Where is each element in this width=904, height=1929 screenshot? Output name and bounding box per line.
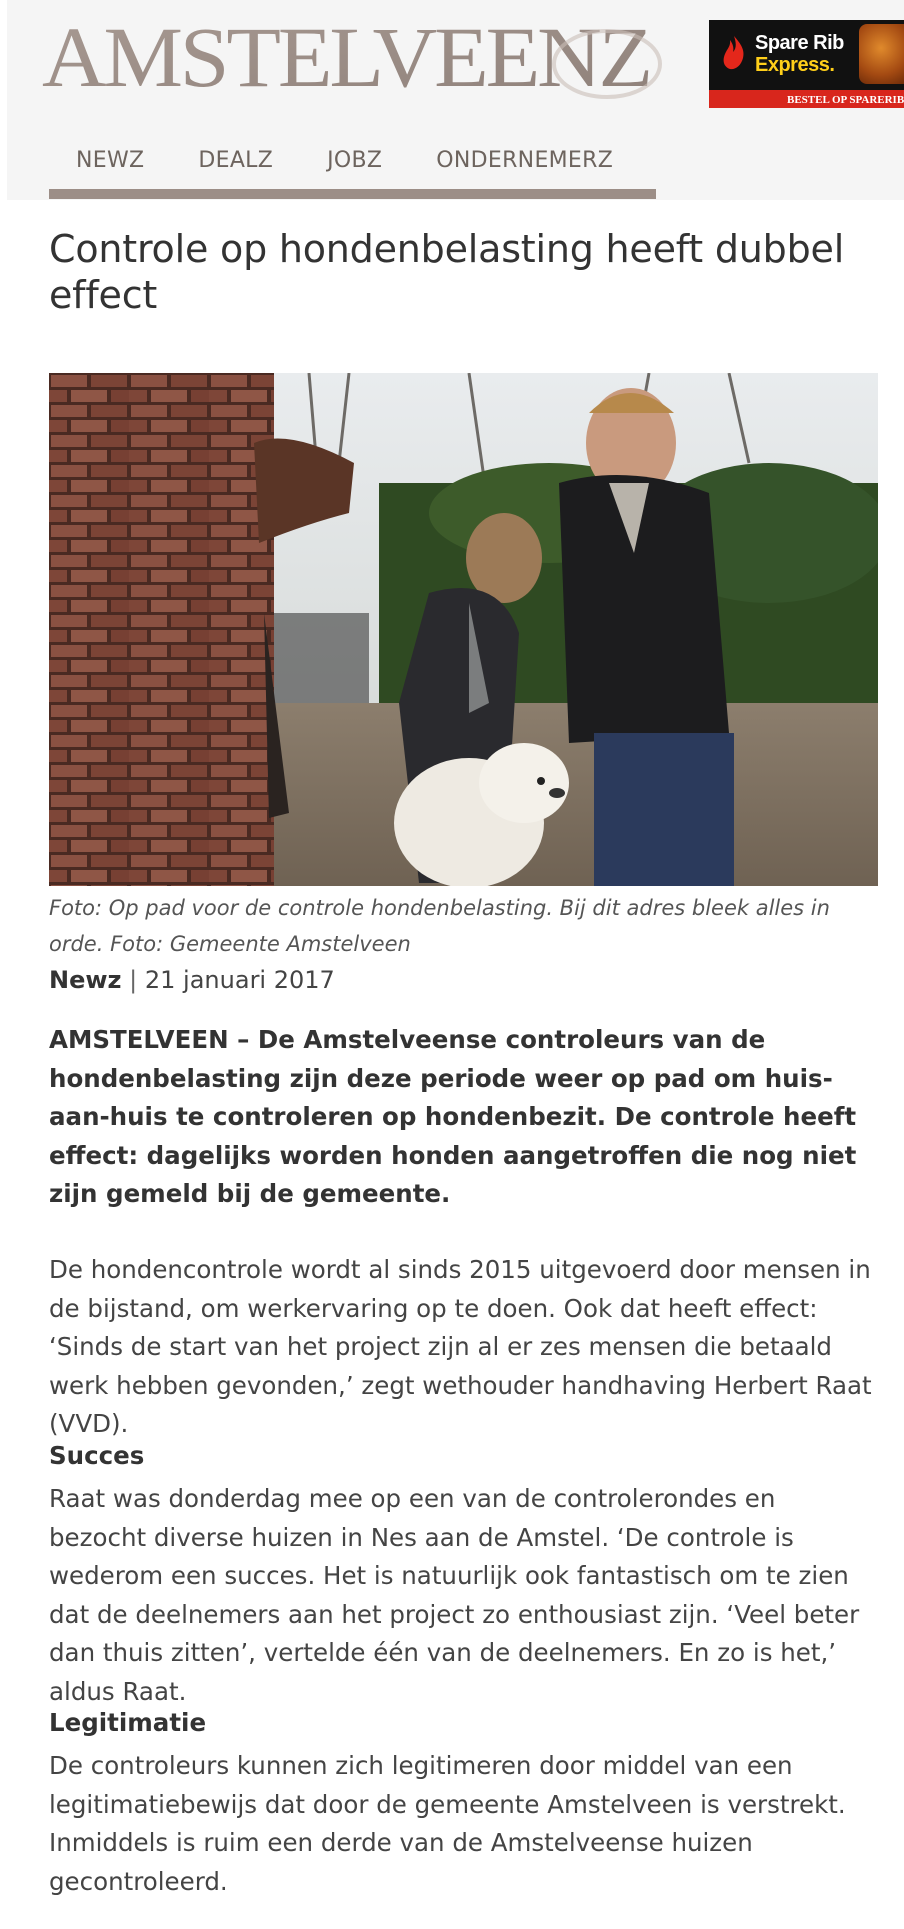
- ad-brand-line1: Spare Rib: [755, 32, 844, 54]
- article-meta: [49, 966, 335, 994]
- article-photo: [49, 373, 878, 886]
- nav-underline: [49, 189, 656, 199]
- meta-separator: |: [129, 966, 138, 994]
- article-headline: Controle op hondenbelasting heeft dubbel effect: [49, 227, 845, 317]
- nav-item-newz[interactable]: NEWZ: [76, 148, 145, 173]
- ad-banner[interactable]: [709, 20, 904, 108]
- photo-caption: Foto: Op pad voor de controle hondenbelasting. Bij dit adres bleek alles in orde. Foto: Gemeente Amstelveen: [49, 896, 830, 956]
- ad-cta: BESTEL OP SPARERIB: [787, 94, 904, 106]
- nav-item-ondernemerz[interactable]: ONDERNEMERZ: [436, 148, 614, 173]
- category-link[interactable]: Newz: [49, 966, 122, 994]
- nav-item-jobz[interactable]: JOBZ: [327, 148, 383, 173]
- section-heading-succes: Succes: [49, 1441, 145, 1470]
- ad-food-image: [859, 24, 904, 84]
- nav-item-dealz[interactable]: DEALZ: [198, 148, 274, 173]
- ad-brand-line2: Express.: [755, 54, 835, 76]
- svg-text:AMSTELVEENZ: AMSTELVEENZ: [42, 14, 650, 104]
- article-paragraph-3: De controleurs kunnen zich legitimeren door middel van een legitimatiebewijs dat door de gemeente Amstelveen is verstrekt. Inmiddels is ruim een derde van de Amstelveense huizen gecontroleerd.: [49, 1751, 846, 1896]
- site-logo[interactable]: [42, 14, 662, 104]
- article-intro: AMSTELVEEN – De Amstelveense controleurs van de hondenbelasting zijn deze periode weer op pad om huis-aan-huis te controleren op hondenbezit. De controle heeft effect: dagelijks worden honden aangetroffen die nog niet zijn gemeld bij de gemeente.: [49, 1025, 857, 1208]
- flame-icon: [719, 34, 749, 72]
- section-heading-legitimatie: Legitimatie: [49, 1708, 207, 1737]
- main-nav: [49, 148, 656, 186]
- article-paragraph-2: Raat was donderdag mee op een van de controlerondes en bezocht diverse huizen in Nes aan de Amstel. ‘De controle is wederom een succes. Het is natuurlijk ook fantastisch om te zien dat de deelnemers aan het project zo enthousiast zijn. ‘Veel beter dan thuis zitten’, vertelde één van de deelnemers. En zo is het,’ aldus Raat.: [49, 1484, 860, 1706]
- article-date: 21 januari 2017: [144, 966, 335, 994]
- article-paragraph-1: De hondencontrole wordt al sinds 2015 uitgevoerd door mensen in de bijstand, om werkervaring op te doen. Ook dat heeft effect: ‘Sinds de start van het project zijn al er zes mensen die betaald werk hebben gevonden,’ zegt wethouder handhaving Herbert Raat (VVD).: [49, 1255, 872, 1438]
